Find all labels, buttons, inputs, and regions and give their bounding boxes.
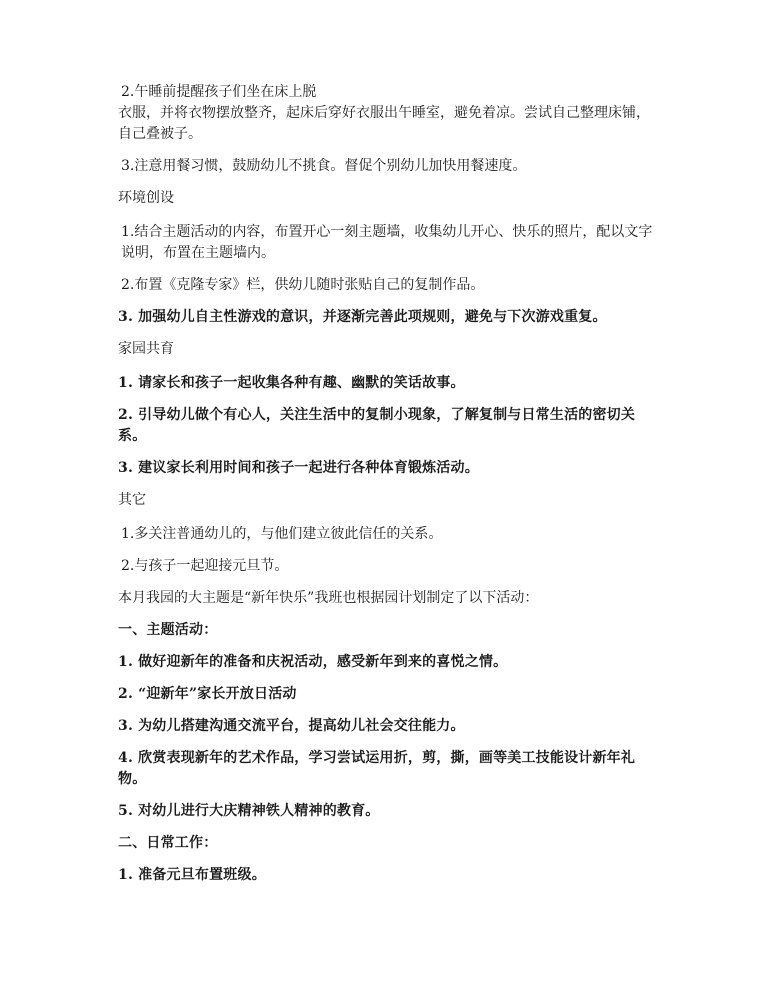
document-page xyxy=(118,82,658,897)
paragraph-nap-2: 衣服，并将衣物摆放整齐，起床后穿好衣服出午睡室，避免着凉。尝试自己整理床铺，自己叠被子。 xyxy=(118,105,650,142)
paragraph-home-school-3: 3. 建议家长利用时间和孩子一起进行各种体育锻炼活动。 xyxy=(118,460,479,476)
paragraph-environment-2: 2.布置《克隆专家》栏，供幼儿随时张贴自己的复制作品。 xyxy=(121,277,485,293)
paragraph-other-2: 2.与孩子一起迎接元旦节。 xyxy=(121,558,289,574)
section-heading-home-school: 家园共育 xyxy=(118,341,174,357)
paragraph-theme-5: 5. 对幼儿进行大庆精神铁人精神的教育。 xyxy=(118,803,380,819)
paragraph-nap-1: 2.午睡前提醒孩子们坐在床上脱 xyxy=(121,84,317,100)
paragraph-environment-3: 3. 加强幼儿自主性游戏的意识，并逐渐完善此项规则，避免与下次游戏重复。 xyxy=(118,309,607,325)
section-heading-theme-activities: 一、主题活动： xyxy=(118,622,218,638)
paragraph-theme-4: 4. 欣赏表现新年的艺术作品，学习尝试运用折，剪，撕，画等美工技能设计新年礼物。 xyxy=(118,750,636,787)
paragraph-theme-3: 3. 为幼儿搭建沟通交流平台，提高幼儿社会交往能力。 xyxy=(118,718,465,734)
paragraph-meal-habits: 3.注意用餐习惯，鼓励幼儿不挑食。督促个别幼儿加快用餐速度。 xyxy=(121,158,527,174)
paragraph-home-school-2: 2. 引导幼儿做个有心人，关注生活中的复制小现象，了解复制与日常生活的密切关系。 xyxy=(118,407,636,444)
paragraph-theme-2: 2. “迎新年”家长开放日活动 xyxy=(118,686,297,702)
paragraph-home-school-1: 1. 请家长和孩子一起收集各种有趣、幽默的笑话故事。 xyxy=(118,375,465,391)
paragraph-other-1: 1.多关注普通幼儿的，与他们建立彼此信任的关系。 xyxy=(121,526,443,542)
section-heading-environment: 环境创设 xyxy=(118,190,174,206)
paragraph-monthly-theme: 本月我园的大主题是“新年快乐”我班也根据园计划制定了以下活动： xyxy=(118,590,539,606)
paragraph-theme-1: 1. 做好迎新年的准备和庆祝活动，感受新年到来的喜悦之情。 xyxy=(118,654,508,670)
paragraph-environment-1: 1.结合主题活动的内容，布置开心一刻主题墙，收集幼儿开心、快乐的照片，配以文字说明，布置在主题墙内。 xyxy=(121,224,653,261)
paragraph-daily-1: 1. 准备元旦布置班级。 xyxy=(118,867,266,883)
section-heading-other: 其它 xyxy=(118,492,146,508)
section-heading-daily-work: 二、日常工作： xyxy=(118,835,218,851)
